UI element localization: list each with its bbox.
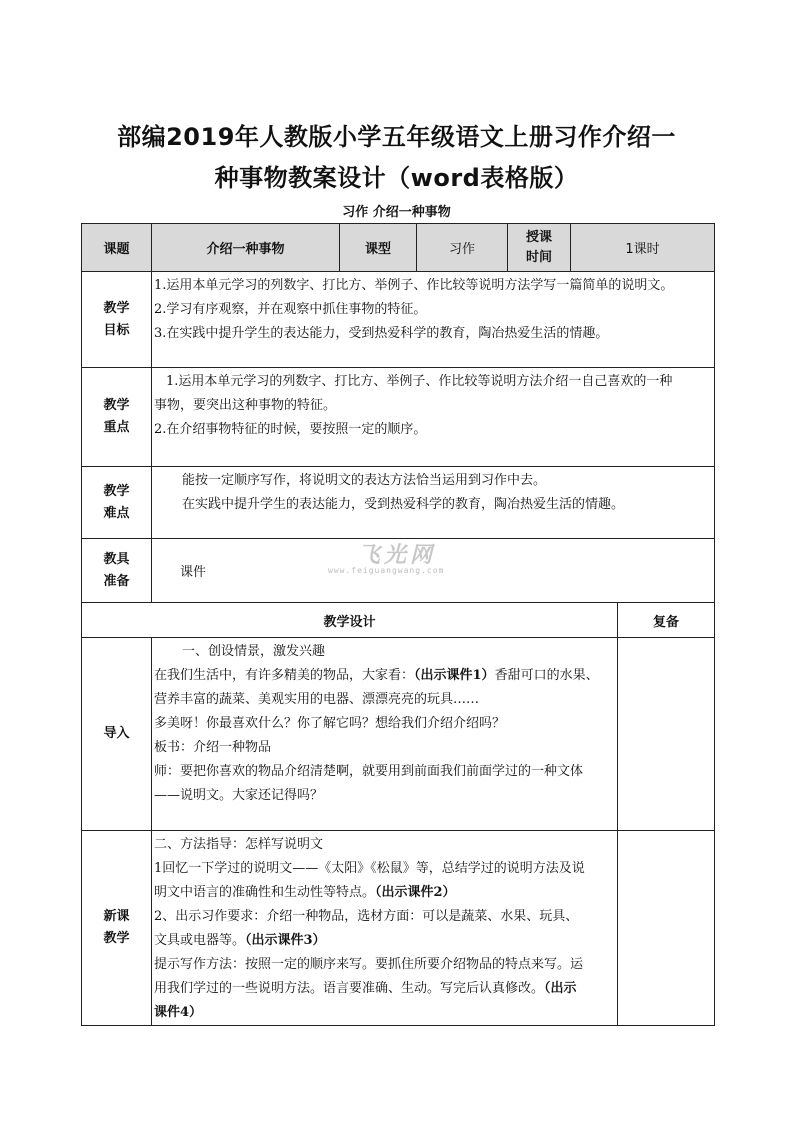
difficulty-line-2: 在实践中提升学生的表达能力，受到热爱科学的教育，陶冶热爱生活的情趣。 <box>182 497 625 512</box>
intro-line-4: 多美呀！你最喜欢什么？你了解它吗？想给我们介绍介绍吗？ <box>154 716 506 731</box>
keypoints-label-2: 重点 <box>103 420 130 435</box>
difficulties-label <box>82 467 152 539</box>
newlesson-line-3-text: 明文中语言的准确性和生动性等特点。 <box>154 885 376 900</box>
review-header: 复备 <box>618 603 715 638</box>
goal-line-3: 3.在实践中提升学生的表达能力，受到热爱科学的教育，陶冶热爱生活的情趣。 <box>154 326 609 341</box>
goal-line-2: 2.学习有序观察，并在观察中抓住事物的特征。 <box>154 302 427 317</box>
newlesson-label <box>82 831 152 1026</box>
lesson-type-value: 习作 <box>417 224 508 272</box>
newlesson-label-1: 新课 <box>103 909 130 924</box>
newlesson-content <box>152 831 618 1026</box>
keypoints-row <box>82 368 715 467</box>
goals-label-1: 教学 <box>103 300 130 316</box>
tools-label <box>82 539 152 603</box>
keypoints-label <box>82 368 152 467</box>
difficulties-label-2: 难点 <box>103 505 130 521</box>
watermark-logo-text: 飞光网 <box>358 543 437 568</box>
goals-row <box>82 272 715 368</box>
newlesson-line-2: 1回忆一下学过的说明文——《太阳》《松鼠》等，总结学过的说明方法及说 <box>154 861 585 876</box>
newlesson-line-3 <box>154 881 615 905</box>
intro-line-5: 板书：介绍一种物品 <box>154 740 272 755</box>
lesson-type-label: 课型 <box>340 224 417 272</box>
intro-review-cell <box>618 638 715 831</box>
newlesson-line-7-text: 用我们学过的一些说明方法。语言要准确、生动。写完后认真修改。 <box>154 981 545 996</box>
intro-line-2-tail: 香甜可口的水果、 <box>494 668 599 683</box>
newlesson-line-5 <box>154 929 615 953</box>
intro-label: 导入 <box>82 638 152 831</box>
intro-line-1: 一、创设情景，激发兴趣 <box>182 644 326 659</box>
header-row <box>82 224 715 272</box>
intro-line-2-text: 在我们生活中，有许多精美的物品，大家看： <box>154 668 415 683</box>
intro-line-3: 营养丰富的蔬菜、美观实用的电器、漂漂亮亮的玩具…… <box>154 692 480 707</box>
courseware-2-ref: （出示课件2） <box>375 885 456 900</box>
design-header-row <box>82 603 715 638</box>
keypoints-label-1: 教学 <box>103 398 130 413</box>
newlesson-line-5-text: 文具或电器等。 <box>154 933 246 948</box>
goals-content <box>152 272 715 368</box>
document-title-line-2: 种事物教案设计（word表格版） <box>214 164 579 192</box>
newlesson-review-cell <box>618 831 715 1026</box>
intro-line-6: 师：要把你喜欢的物品介绍清楚啊，就要用到前面我们前面学过的一种文体 <box>154 764 584 779</box>
courseware-4-ref-start: （出示 <box>544 981 577 996</box>
intro-row <box>82 638 715 831</box>
teaching-time-value: 1课时 <box>571 224 715 272</box>
topic-value: 介绍一种事物 <box>152 224 340 272</box>
difficulty-line-1: 能按一定顺序写作，将说明文的表达方法恰当运用到习作中去。 <box>182 473 547 488</box>
intro-line-7: ——说明文。大家还记得吗？ <box>154 788 324 803</box>
tools-row <box>82 539 715 603</box>
topic-label: 课题 <box>82 224 152 272</box>
teaching-time-label-1: 授课 <box>525 229 552 245</box>
tools-label-1: 教具 <box>103 551 130 567</box>
document-title-line-1: 部编2019年人教版小学五年级语文上册习作介绍一 <box>117 123 676 151</box>
newlesson-label-2: 教学 <box>103 931 130 946</box>
intro-line-2 <box>154 664 615 688</box>
keypoints-content <box>152 368 715 467</box>
watermark-url: www.feiguangwang.com <box>328 566 445 575</box>
courseware-3-ref: （出示课件3） <box>245 933 326 948</box>
newlesson-line-4: 2、出示习作要求：介绍一种物品，选材方面：可以是蔬菜、水果、玩具、 <box>154 909 579 924</box>
newlesson-line-6: 提示写作方法：按照一定的顺序来写。要抓住所要介绍物品的特点来写。运 <box>154 957 584 972</box>
newlesson-line-1: 二、方法指导：怎样写说明文 <box>154 837 324 852</box>
courseware-4-ref-end: 课件4） <box>154 1005 203 1020</box>
keypoint-line-1: 1.运用本单元学习的列数字、打比方、举例子、作比较等说明方法介绍一自己喜欢的一种 <box>166 374 673 389</box>
teaching-design-header: 教学设计 <box>82 603 618 638</box>
intro-content <box>152 638 618 831</box>
lesson-plan-table <box>81 223 715 1026</box>
goal-line-1: 1.运用本单元学习的列数字、打比方、举例子、作比较等说明方法学写一篇简单的说明文。 <box>154 278 674 293</box>
newlesson-row <box>82 831 715 1026</box>
goals-label-2: 目标 <box>103 322 130 338</box>
newlesson-line-7 <box>154 977 615 1001</box>
difficulties-row <box>82 467 715 539</box>
lesson-subtitle: 习作 介绍一种事物 <box>342 205 451 220</box>
goals-label <box>82 272 152 368</box>
courseware-1-ref: （出示课件1） <box>414 668 495 683</box>
tools-label-2: 准备 <box>103 573 130 589</box>
teaching-time-label <box>508 224 571 272</box>
keypoint-line-3: 2.在介绍事物特征的时候，要按照一定的顺序。 <box>154 422 427 437</box>
difficulties-label-1: 教学 <box>103 483 130 499</box>
difficulties-content <box>152 467 715 539</box>
keypoint-line-2: 事物，要突出这种事物的特征。 <box>154 398 337 413</box>
teaching-time-label-2: 时间 <box>525 249 552 265</box>
tools-value: 课件 <box>152 539 715 603</box>
